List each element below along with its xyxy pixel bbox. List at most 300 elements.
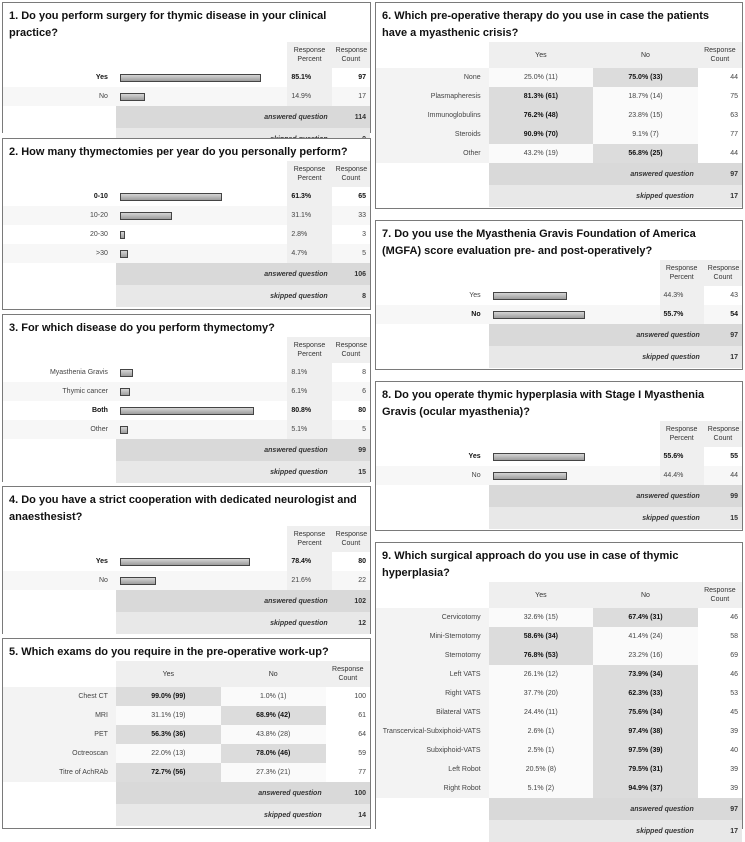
q2-footer-blank — [3, 263, 116, 285]
q6-option-row — [376, 144, 742, 163]
q1-answered-count: 114 — [332, 106, 370, 128]
q6-option-row — [376, 68, 742, 87]
q6-footer-blank — [376, 185, 489, 207]
q2-skipped-count: 8 — [332, 285, 370, 307]
q1-answered-row — [3, 106, 370, 128]
q4-answered-row — [3, 590, 370, 612]
q9-option-row — [376, 760, 742, 779]
q3-answered-row — [3, 439, 370, 461]
q9-option-row — [376, 779, 742, 798]
q6-header-count: Response Count — [698, 42, 742, 68]
q8-skipped-row — [376, 507, 742, 529]
q2-header-row — [3, 161, 370, 187]
q5-option-row — [3, 763, 370, 782]
q9-footer-blank — [376, 820, 489, 842]
q9-yes-value: 32.6% (15) — [489, 608, 594, 627]
q2-option-row — [3, 187, 370, 206]
q2-option-count: 5 — [332, 244, 370, 263]
q6-no-value: 18.7% (14) — [593, 87, 698, 106]
q9-no-value: 23.2% (16) — [593, 646, 698, 665]
q1-header-blank — [116, 42, 287, 68]
q9-option-label: Sternotomy — [376, 646, 489, 665]
q6-option-count: 44 — [698, 144, 742, 163]
q7-response-bar — [493, 292, 567, 300]
q2-option-label: 10-20 — [3, 206, 116, 225]
q1-table — [3, 42, 370, 150]
q2-option-count: 65 — [332, 187, 370, 206]
q6-option-label: Other — [376, 144, 489, 163]
q5-answered-label: answered question — [116, 782, 326, 804]
q8-answered-label: answered question — [489, 485, 704, 507]
q2-header-percent: Response Percent — [287, 161, 331, 187]
q2-option-count: 3 — [332, 225, 370, 244]
q6-yes-value: 43.2% (19) — [489, 144, 594, 163]
q2-response-bar — [120, 212, 172, 220]
q9-answered-label: answered question — [489, 798, 698, 820]
q8-header-blank — [376, 421, 489, 447]
q2-skipped-row — [3, 285, 370, 307]
q8-table — [376, 421, 742, 529]
q9-option-row — [376, 627, 742, 646]
q8-answered-count: 99 — [704, 485, 742, 507]
q9-yes-value: 20.5% (8) — [489, 760, 594, 779]
q5-option-row — [3, 744, 370, 763]
q5-header-count: Response Count — [326, 661, 370, 687]
q2-answered-label: answered question — [116, 263, 332, 285]
q9-no-value: 67.4% (31) — [593, 608, 698, 627]
q8-option-label: No — [376, 466, 489, 485]
q9-header-row — [376, 582, 742, 608]
q6-footer-blank — [376, 163, 489, 185]
q2-header-blank — [116, 161, 287, 187]
q4-table — [3, 526, 370, 634]
q6-option-label: Steroids — [376, 125, 489, 144]
q4-header-percent: Response Percent — [287, 526, 331, 552]
q1-bar-cell — [116, 68, 287, 87]
q9-skipped-count: 17 — [698, 820, 742, 842]
q4-footer-blank — [3, 612, 116, 634]
q5-option-label: Octreoscan — [3, 744, 116, 763]
q3-skipped-count: 15 — [332, 461, 370, 483]
q9-answered-row — [376, 798, 742, 820]
q4-option-percent: 21.6% — [287, 571, 331, 590]
q1-header-row — [3, 42, 370, 68]
q3-option-row — [3, 363, 370, 382]
q9-option-label: Mini-Sternotomy — [376, 627, 489, 646]
q1-panel — [2, 2, 371, 133]
q1-option-row — [3, 87, 370, 106]
q7-bar-cell — [489, 305, 660, 324]
q9-option-count: 69 — [698, 646, 742, 665]
q4-option-percent: 78.4% — [287, 552, 331, 571]
q8-footer-blank — [376, 485, 489, 507]
q7-footer-blank — [376, 346, 489, 368]
q3-option-percent: 6.1% — [287, 382, 331, 401]
q3-skipped-row — [3, 461, 370, 483]
q3-response-bar — [120, 407, 254, 415]
q5-option-label: MRI — [3, 706, 116, 725]
q7-table — [376, 260, 742, 368]
q8-option-row — [376, 466, 742, 485]
q4-option-count: 80 — [332, 552, 370, 571]
q9-option-row — [376, 646, 742, 665]
q3-skipped-label: skipped question — [116, 461, 332, 483]
q8-bar-cell — [489, 466, 660, 485]
q4-skipped-row — [3, 612, 370, 634]
q1-header-count: Response Count — [332, 42, 370, 68]
q8-bar-cell — [489, 447, 660, 466]
q7-option-label: Yes — [469, 292, 481, 299]
q3-option-label: Both — [91, 407, 108, 414]
q3-header-blank — [3, 337, 116, 363]
q2-response-bar — [120, 250, 128, 258]
q3-option-row — [3, 420, 370, 439]
q8-header-blank — [489, 421, 660, 447]
q6-header-yes: Yes — [489, 42, 594, 68]
q7-header-blank — [489, 260, 660, 286]
q7-answered-row — [376, 324, 742, 346]
q9-option-row — [376, 665, 742, 684]
q5-yes-value: 56.3% (36) — [116, 725, 221, 744]
q9-yes-value: 24.4% (11) — [489, 703, 594, 722]
q5-header-row — [3, 661, 370, 687]
q6-answered-row — [376, 163, 742, 185]
q6-skipped-row — [376, 185, 742, 207]
q1-response-bar — [120, 93, 145, 101]
q2-bar-cell — [116, 206, 287, 225]
q2-bar-cell — [116, 187, 287, 206]
q9-no-value: 73.9% (34) — [593, 665, 698, 684]
q5-no-value: 1.0% (1) — [221, 687, 326, 706]
q3-option-percent: 8.1% — [287, 363, 331, 382]
q9-option-count: 40 — [698, 741, 742, 760]
q9-table — [376, 582, 742, 842]
q3-answered-count: 99 — [332, 439, 370, 461]
q7-header-row — [376, 260, 742, 286]
q4-footer-blank — [3, 590, 116, 612]
q4-title: 4. Do you have a strict cooperation with dedicated neurologist and anaesthesist? — [9, 494, 357, 523]
q5-option-label: PET — [3, 725, 116, 744]
q9-no-value: 62.3% (33) — [593, 684, 698, 703]
q5-yes-value: 22.0% (13) — [116, 744, 221, 763]
q6-header-no: No — [593, 42, 698, 68]
q7-title: 7. Do you use the Myasthenia Gravis Foundation of America (MGFA) score evaluation pre- and post-operatively? — [382, 228, 696, 257]
q7-option-row — [376, 305, 742, 324]
q4-header-blank — [116, 526, 287, 552]
q5-panel — [2, 638, 371, 829]
q3-panel — [2, 314, 371, 482]
q6-answered-count: 97 — [698, 163, 742, 185]
q4-header-count: Response Count — [332, 526, 370, 552]
q4-skipped-count: 12 — [332, 612, 370, 634]
q9-yes-value: 5.1% (2) — [489, 779, 594, 798]
q6-option-row — [376, 125, 742, 144]
q1-option-count: 17 — [332, 87, 370, 106]
q3-header-blank — [116, 337, 287, 363]
q4-answered-label: answered question — [116, 590, 332, 612]
q1-option-percent: 14.9% — [287, 87, 331, 106]
q6-option-label: None — [376, 68, 489, 87]
q2-header-count: Response Count — [332, 161, 370, 187]
q9-footer-blank — [376, 798, 489, 820]
q9-option-label: Subxiphoid-VATS — [376, 741, 489, 760]
q9-yes-value: 26.1% (12) — [489, 665, 594, 684]
q9-yes-value: 76.8% (53) — [489, 646, 594, 665]
q9-no-value: 97.4% (38) — [593, 722, 698, 741]
q6-option-count: 77 — [698, 125, 742, 144]
q6-answered-label: answered question — [489, 163, 698, 185]
q9-option-count: 39 — [698, 779, 742, 798]
q2-panel — [2, 138, 371, 310]
q4-bar-cell — [116, 552, 287, 571]
q3-option-count: 5 — [332, 420, 370, 439]
q7-header-blank — [376, 260, 489, 286]
q9-answered-count: 97 — [698, 798, 742, 820]
q6-skipped-count: 17 — [698, 185, 742, 207]
q6-yes-value: 25.0% (11) — [489, 68, 594, 87]
q9-header-no: No — [593, 582, 698, 608]
q5-option-label: Chest CT — [3, 687, 116, 706]
q8-panel — [375, 381, 743, 531]
q5-option-label: Titre of AchRAb — [3, 763, 116, 782]
q9-yes-value: 2.5% (1) — [489, 741, 594, 760]
q5-yes-value: 31.1% (19) — [116, 706, 221, 725]
q8-header-count: Response Count — [704, 421, 742, 447]
q1-title: 1. Do you perform surgery for thymic disease in your clinical practice? — [9, 10, 327, 39]
q9-header-blank — [376, 582, 489, 608]
q1-answered-label: answered question — [116, 106, 332, 128]
q5-no-value: 78.0% (46) — [221, 744, 326, 763]
q2-option-percent: 61.3% — [287, 187, 331, 206]
q3-option-percent: 5.1% — [287, 420, 331, 439]
q9-option-label: Cervicotomy — [376, 608, 489, 627]
q4-response-bar — [120, 577, 156, 585]
q4-bar-cell — [116, 571, 287, 590]
q6-skipped-label: skipped question — [489, 185, 698, 207]
q6-header-blank — [376, 42, 489, 68]
q9-header-yes: Yes — [489, 582, 594, 608]
q6-table — [376, 42, 742, 207]
q5-option-count: 59 — [326, 744, 370, 763]
q9-option-label: Right Robot — [376, 779, 489, 798]
q6-no-value: 9.1% (7) — [593, 125, 698, 144]
q2-answered-row — [3, 263, 370, 285]
q2-skipped-label: skipped question — [116, 285, 332, 307]
q2-option-percent: 2.8% — [287, 225, 331, 244]
q6-title: 6. Which pre-operative therapy do you use in case the patients have a myasthenic crisis? — [382, 10, 710, 39]
q9-option-label: Right VATS — [376, 684, 489, 703]
q7-option-label: No — [376, 305, 489, 324]
q2-option-percent: 4.7% — [287, 244, 331, 263]
q9-skipped-label: skipped question — [489, 820, 698, 842]
q7-panel — [375, 220, 743, 370]
q3-bar-cell — [116, 420, 287, 439]
q5-option-count: 61 — [326, 706, 370, 725]
q9-no-value: 75.6% (34) — [593, 703, 698, 722]
q2-bar-cell — [116, 225, 287, 244]
q9-option-count: 45 — [698, 703, 742, 722]
q9-no-value: 97.5% (39) — [593, 741, 698, 760]
q5-skipped-label: skipped question — [116, 804, 326, 826]
q1-response-bar — [120, 74, 261, 82]
q8-response-bar — [493, 453, 585, 461]
q7-footer-blank — [376, 324, 489, 346]
q3-bar-cell — [116, 382, 287, 401]
q8-option-percent: 55.6% — [660, 447, 704, 466]
q9-option-row — [376, 703, 742, 722]
q5-no-value: 43.8% (28) — [221, 725, 326, 744]
q6-yes-value: 90.9% (70) — [489, 125, 594, 144]
q8-header-percent: Response Percent — [660, 421, 704, 447]
q1-option-label: No — [3, 87, 116, 106]
q3-table — [3, 337, 370, 483]
q3-option-label: Myasthenia Gravis — [49, 369, 108, 376]
q8-skipped-count: 15 — [704, 507, 742, 529]
q5-skipped-count: 14 — [326, 804, 370, 826]
q9-option-label: Left Robot — [376, 760, 489, 779]
q9-option-count: 46 — [698, 608, 742, 627]
q3-footer-blank — [3, 439, 116, 461]
q2-option-row — [3, 225, 370, 244]
q9-yes-value: 58.6% (34) — [489, 627, 594, 646]
q3-response-bar — [120, 388, 130, 396]
q9-option-count: 58 — [698, 627, 742, 646]
q3-header-row — [3, 337, 370, 363]
q1-header-percent: Response Percent — [287, 42, 331, 68]
q9-yes-value: 37.7% (20) — [489, 684, 594, 703]
q3-response-bar — [120, 426, 128, 434]
q4-option-label: No — [3, 571, 116, 590]
q2-option-row — [3, 206, 370, 225]
q9-option-row — [376, 722, 742, 741]
q1-option-label: Yes — [95, 74, 108, 81]
q5-title: 5. Which exams do you require in the pre-operative work-up? — [9, 646, 329, 658]
q4-option-row — [3, 571, 370, 590]
q8-header-row — [376, 421, 742, 447]
q4-header-blank — [3, 526, 116, 552]
q2-option-percent: 31.1% — [287, 206, 331, 225]
q1-option-percent: 85.1% — [287, 68, 331, 87]
q4-panel — [2, 486, 371, 634]
q5-footer-blank — [3, 782, 116, 804]
q3-bar-cell — [116, 363, 287, 382]
q5-option-row — [3, 687, 370, 706]
q9-option-row — [376, 608, 742, 627]
q4-option-row — [3, 552, 370, 571]
q5-skipped-row — [3, 804, 370, 826]
q9-option-count: 46 — [698, 665, 742, 684]
q2-table — [3, 161, 370, 307]
q2-response-bar — [120, 193, 222, 201]
q4-header-row — [3, 526, 370, 552]
q6-option-count: 44 — [698, 68, 742, 87]
q5-header-blank — [3, 661, 116, 687]
q2-option-count: 33 — [332, 206, 370, 225]
q6-option-label: Plasmapheresis — [376, 87, 489, 106]
q3-option-label: Other — [3, 420, 116, 439]
q8-option-count: 55 — [704, 447, 742, 466]
q6-option-row — [376, 87, 742, 106]
q9-no-value: 79.5% (31) — [593, 760, 698, 779]
q3-option-row — [3, 401, 370, 420]
q5-no-value: 68.9% (42) — [221, 706, 326, 725]
q2-response-bar — [120, 231, 125, 239]
q3-title: 3. For which disease do you perform thymectomy? — [9, 322, 275, 334]
q3-option-count: 80 — [332, 401, 370, 420]
q8-option-percent: 44.4% — [660, 466, 704, 485]
q9-header-count: Response Count — [698, 582, 742, 608]
q8-option-count: 44 — [704, 466, 742, 485]
q9-option-label: Bilateral VATS — [376, 703, 489, 722]
q5-yes-value: 72.7% (56) — [116, 763, 221, 782]
q4-option-count: 22 — [332, 571, 370, 590]
q6-no-value: 75.0% (33) — [593, 68, 698, 87]
q6-option-count: 63 — [698, 106, 742, 125]
q5-answered-count: 100 — [326, 782, 370, 804]
q2-header-blank — [3, 161, 116, 187]
q1-bar-cell — [116, 87, 287, 106]
q6-yes-value: 76.2% (48) — [489, 106, 594, 125]
q9-option-count: 39 — [698, 760, 742, 779]
q9-option-row — [376, 741, 742, 760]
q1-footer-blank — [3, 106, 116, 128]
q5-option-count: 100 — [326, 687, 370, 706]
q6-yes-value: 81.3% (61) — [489, 87, 594, 106]
q7-header-percent: Response Percent — [660, 260, 704, 286]
q3-response-bar — [120, 369, 133, 377]
q5-option-count: 77 — [326, 763, 370, 782]
q2-option-label: 20-30 — [90, 231, 108, 238]
q9-title: 9. Which surgical approach do you use in case of thymic hyperplasia? — [382, 550, 679, 579]
q9-option-count: 53 — [698, 684, 742, 703]
q9-option-label: Left VATS — [376, 665, 489, 684]
q7-option-percent: 55.7% — [660, 305, 704, 324]
q7-response-bar — [493, 311, 585, 319]
q6-panel — [375, 2, 743, 209]
q3-option-label: Thymic cancer — [3, 382, 116, 401]
q7-answered-count: 97 — [704, 324, 742, 346]
q2-footer-blank — [3, 285, 116, 307]
q2-title: 2. How many thymectomies per year do you personally perform? — [9, 146, 348, 158]
q9-option-label: Transcervical-Subxiphoid-VATS — [376, 722, 489, 741]
q2-answered-count: 106 — [332, 263, 370, 285]
q7-skipped-row — [376, 346, 742, 368]
q7-option-row — [376, 286, 742, 305]
q8-option-row — [376, 447, 742, 466]
q5-no-value: 27.3% (21) — [221, 763, 326, 782]
q8-answered-row — [376, 485, 742, 507]
q5-option-row — [3, 706, 370, 725]
q5-answered-row — [3, 782, 370, 804]
q2-option-label: >30 — [3, 244, 116, 263]
q1-option-count: 97 — [332, 68, 370, 87]
q5-option-count: 64 — [326, 725, 370, 744]
q7-option-percent: 44.3% — [660, 286, 704, 305]
q8-response-bar — [493, 472, 567, 480]
q3-header-count: Response Count — [332, 337, 370, 363]
q7-bar-cell — [489, 286, 660, 305]
q7-answered-label: answered question — [489, 324, 704, 346]
q7-header-count: Response Count — [704, 260, 742, 286]
q1-header-blank — [3, 42, 116, 68]
q7-skipped-count: 17 — [704, 346, 742, 368]
q3-header-percent: Response Percent — [287, 337, 331, 363]
q3-option-count: 8 — [332, 363, 370, 382]
q8-skipped-label: skipped question — [489, 507, 704, 529]
q3-footer-blank — [3, 461, 116, 483]
q9-panel — [375, 542, 743, 835]
q3-option-count: 6 — [332, 382, 370, 401]
